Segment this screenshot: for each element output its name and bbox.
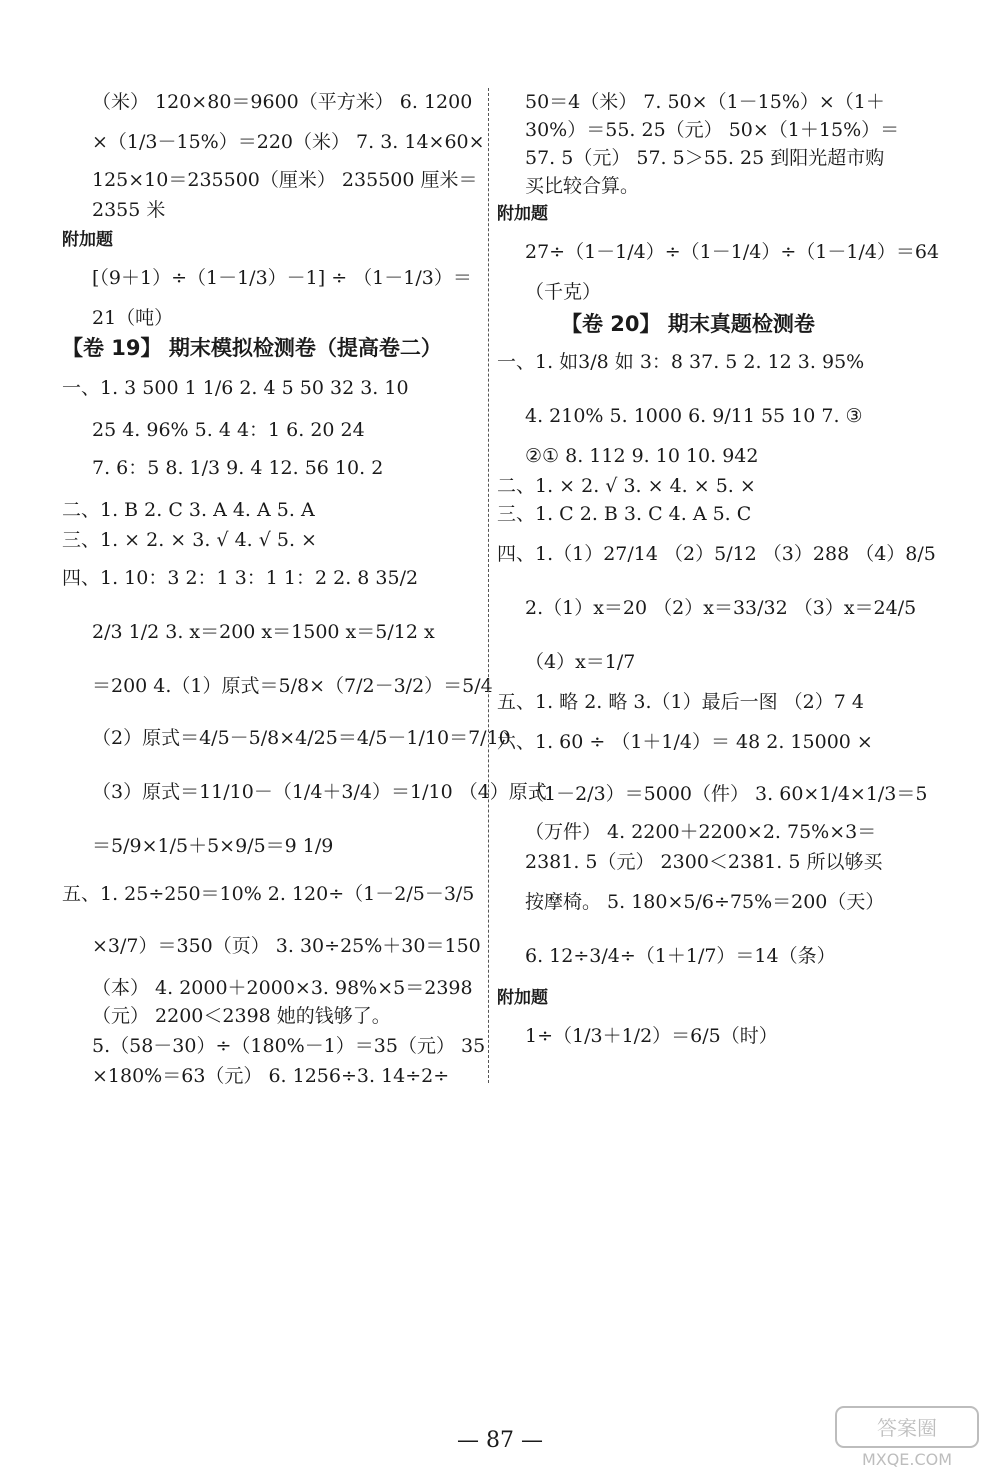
text-line: （4）x＝1/7 [525,651,636,673]
text-line: ×180%＝63（元） 6. 1256÷3. 14÷2÷ [92,1065,450,1087]
text-line: （万件） 4. 2200＋2200×2. 75%×3＝ [525,821,877,843]
text-line: 按摩椅。 5. 180×5/6÷75%＝200（天） [525,891,885,913]
text-line: 三、1. C 2. B 3. C 4. A 5. C [497,503,752,525]
text-line: （2）原式＝4/5－5/8×4/25＝4/5－1/10＝7/10 [92,727,511,749]
text-line: 27÷（1－1/4）÷（1－1/4）÷（1－1/4）＝64 [525,241,940,263]
text-line: 7. 6：5 8. 1/3 9. 4 12. 56 10. 2 [92,457,384,479]
text-line: 六、1. 60 ÷ （1＋1/4）＝ 48 2. 15000 × [497,731,873,753]
text-line: 5.（58－30）÷（180%－1）＝35（元） 35 [92,1035,486,1057]
text-line: 1÷（1/3＋1/2）＝6/5（时） [525,1025,778,1047]
page-number: — 87 — [457,1428,543,1453]
section-heading: 【卷 19】 期末模拟检测卷（提高卷二） [62,336,442,360]
text-line: （3）原式＝11/10－（1/4＋3/4）＝1/10 （4）原式 [92,781,547,803]
text-line: 二、1. B 2. C 3. A 4. A 5. A [62,499,315,521]
text-line: [（9＋1）÷（1－1/3）－1] ÷ （1－1/3）＝ [92,267,472,289]
extra-question-heading: 附加题 [62,230,113,250]
text-line: （1－2/3）＝5000（件） 3. 60×1/4×1/3＝5 [525,783,928,805]
text-line: 二、1. × 2. √ 3. × 4. × 5. × [497,475,756,497]
text-line: ×（1/3－15%）＝220（米） 7. 3. 14×60× [92,131,485,153]
text-line: ＝200 4.（1）原式＝5/8×（7/2－3/2）＝5/4 [92,675,493,697]
text-line: 四、1. 10：3 2：1 3：1 1：2 2. 8 35/2 [62,567,419,589]
text-line: 125×10＝235500（厘米） 235500 厘米＝ [92,169,478,191]
text-line: （米） 120×80＝9600（平方米） 6. 1200 [92,91,473,113]
extra-question-heading: 附加题 [497,204,548,224]
text-line: 一、1. 3 500 1 1/6 2. 4 5 50 32 3. 10 [62,377,409,399]
section-heading: 【卷 20】 期末真题检测卷 [561,312,815,336]
text-line: 四、1.（1）27/14 （2）5/12 （3）288 （4）8/5 [497,543,936,565]
text-line: 2381. 5（元） 2300＜2381. 5 所以够买 [525,851,883,873]
text-line: （本） 4. 2000＋2000×3. 98%×5＝2398 [92,977,473,999]
text-line: ×3/7）＝350（页） 3. 30÷25%＋30＝150 [92,935,481,957]
text-line: ②① 8. 112 9. 10 10. 942 [525,445,759,467]
watermark-logo [832,1403,982,1473]
text-line: 57. 5（元） 57. 5＞55. 25 到阳光超市购 [525,147,885,169]
text-line: 三、1. × 2. × 3. √ 4. √ 5. × [62,529,317,551]
column-divider [488,88,489,1083]
text-line: （千克） [525,281,602,303]
text-line: 买比较合算。 [525,175,640,197]
text-line: 2.（1）x＝20 （2）x＝33/32 （3）x＝24/5 [525,597,917,619]
svg-text:答案圈: 答案圈 [877,1416,937,1440]
text-line: 2355 米 [92,199,166,221]
text-line: 25 4. 96% 5. 4 4：1 6. 20 24 [92,419,365,441]
text-line: ＝5/9×1/5＋5×9/5＝9 1/9 [92,835,334,857]
text-line: （元） 2200＜2398 她的钱够了。 [92,1005,391,1027]
svg-text:MXQE.COM: MXQE.COM [861,1450,953,1469]
text-line: 50＝4（米） 7. 50×（1－15%）×（1＋ [525,91,885,113]
text-line: 五、1. 25÷250＝10% 2. 120÷（1－2/5－3/5 [62,883,475,905]
extra-question-heading: 附加题 [497,988,548,1008]
text-line: 2/3 1/2 3. x＝200 x＝1500 x＝5/12 x [92,621,435,643]
text-line: 30%）＝55. 25（元） 50×（1＋15%）＝ [525,119,900,141]
text-line: 4. 210% 5. 1000 6. 9/11 55 10 7. ③ [525,405,863,427]
text-line: 一、1. 如3/8 如 3：8 37. 5 2. 12 3. 95% [497,351,865,373]
text-line: 五、1. 略 2. 略 3.（1）最后一图 （2）7 4 [497,691,864,713]
text-line: 21（吨） [92,307,174,329]
text-line: 6. 12÷3/4÷（1＋1/7）＝14（条） [525,945,836,967]
